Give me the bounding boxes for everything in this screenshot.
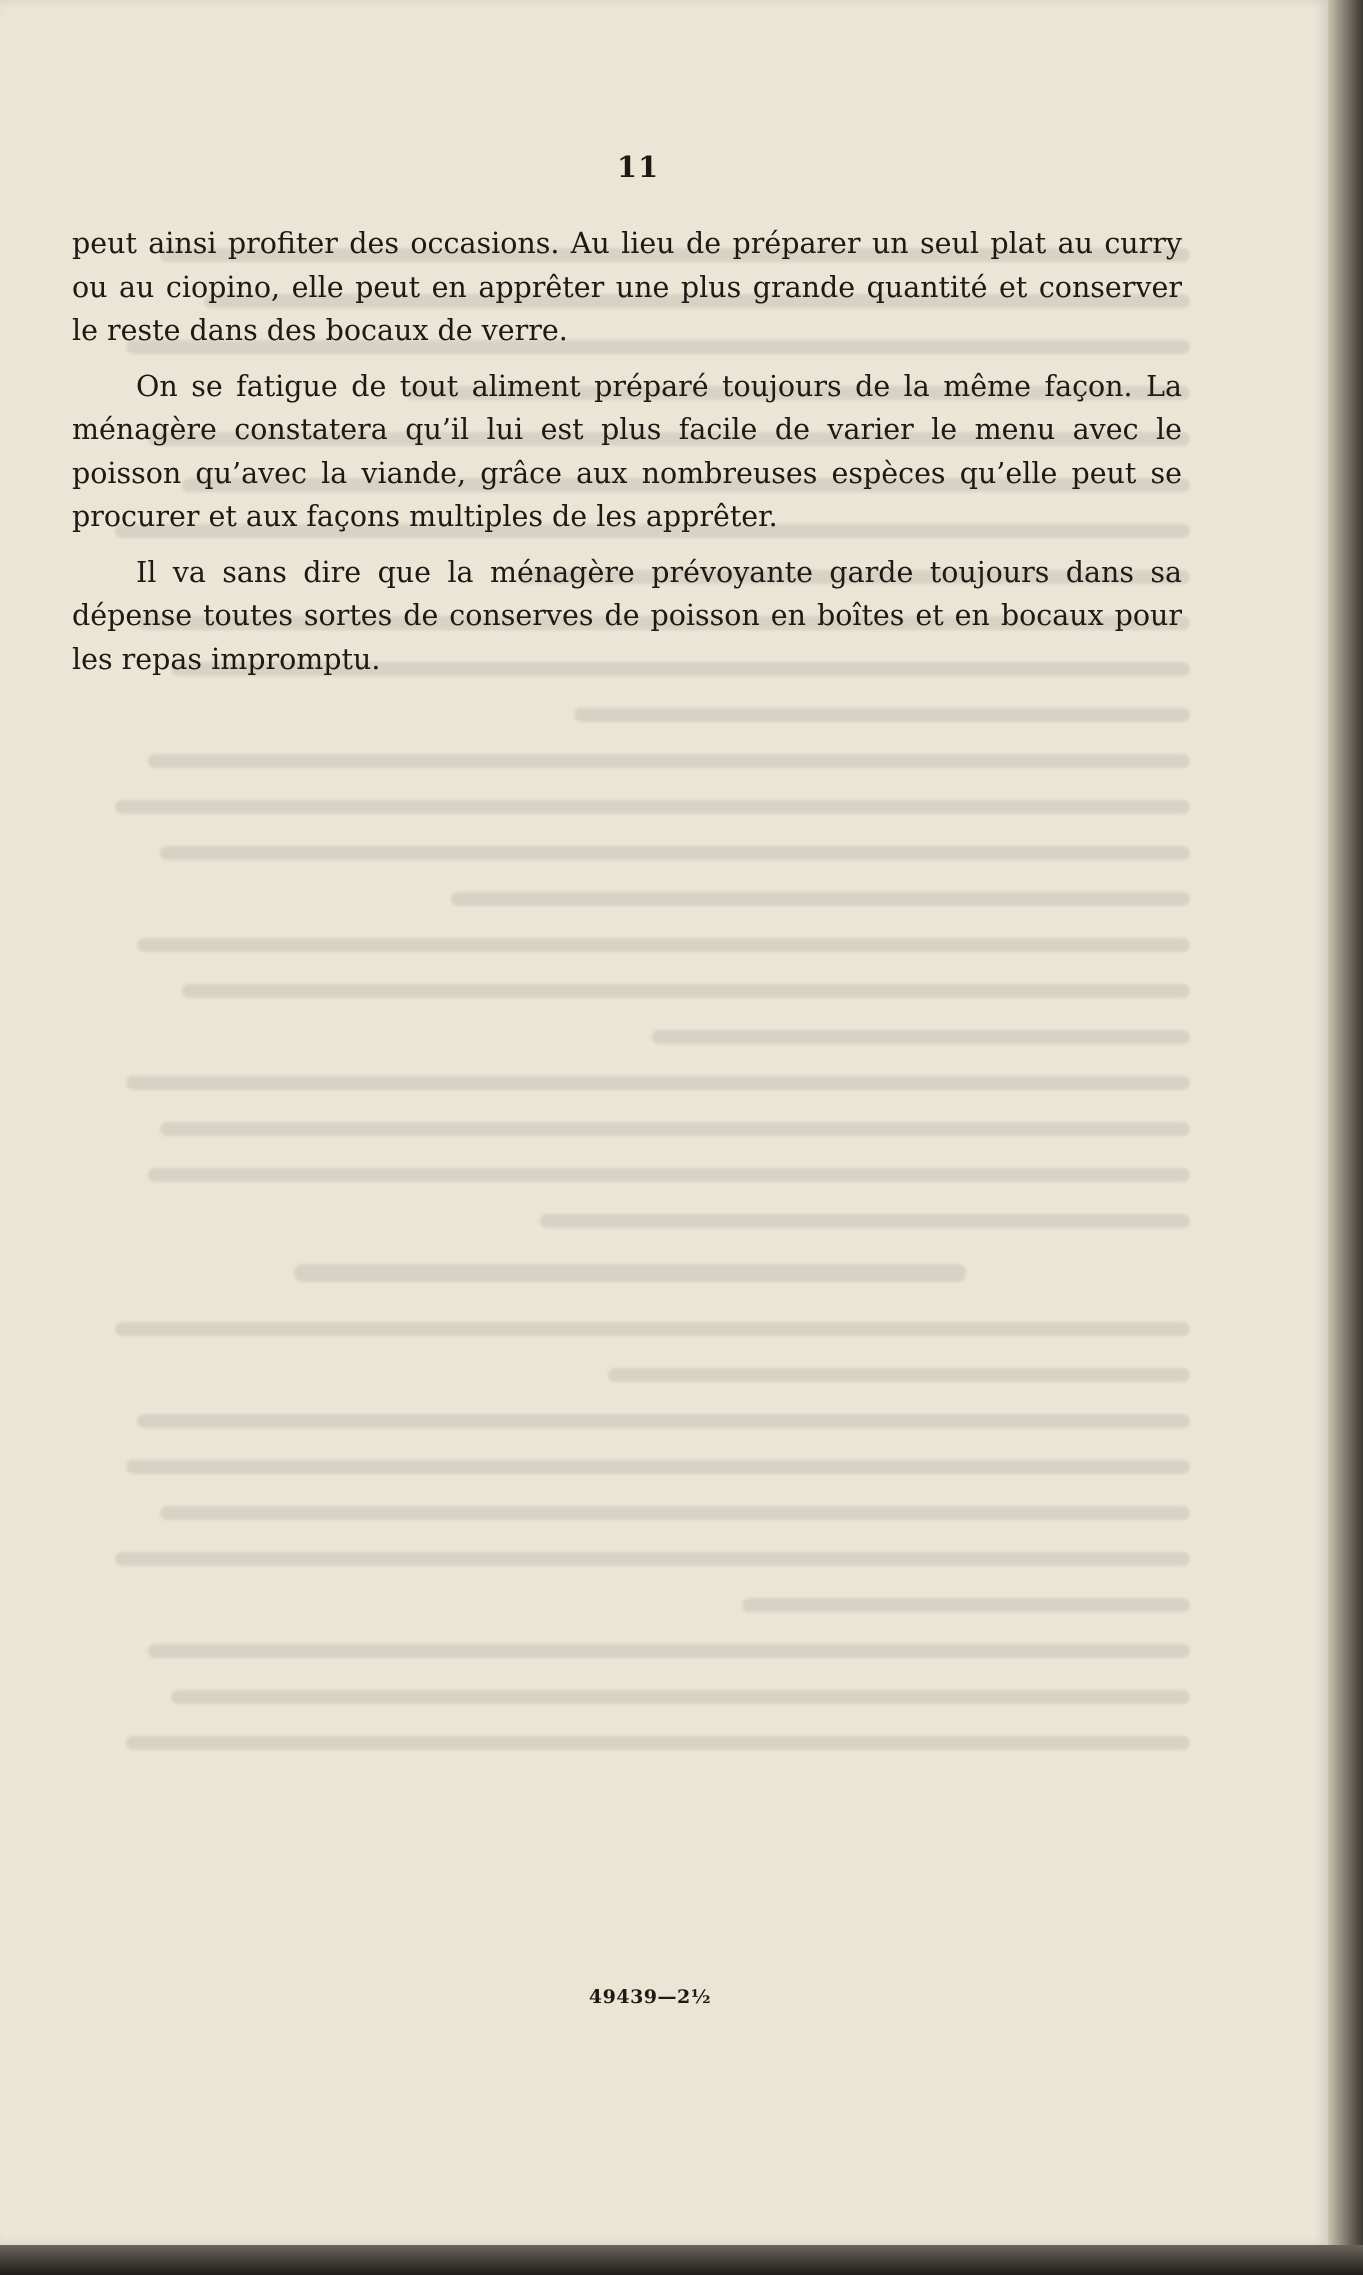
paragraph: peut ainsi profiter des occasions. Au lieu de préparer un seul plat au curry ou au ciopino, elle peut en apprêter une plus grande quantité et conserver le reste dans des bocaux de verre.: [72, 227, 1182, 347]
page-edge-bottom: [0, 2245, 1363, 2275]
page-edge-right: [1328, 0, 1363, 2275]
print-code: 49439—2½: [588, 1986, 712, 2008]
page-number: 11: [616, 150, 660, 184]
body-text: [72, 222, 1182, 693]
paragraph: Il va sans dire que la ménagère prévoyante garde toujours dans sa dépense toutes sortes de conserves de poisson en boîtes et en bocaux pour les repas impromptu.: [72, 555, 1182, 676]
paragraph: On se fatigue de tout aliment préparé toujours de la même façon. La ménagère constatera qu’il lui est plus facile de varier le menu avec le poisson qu’avec la viande, grâce aux nombreuses espèces qu’elle peut se procurer et aux façons multiples de les apprêter.: [72, 369, 1182, 533]
